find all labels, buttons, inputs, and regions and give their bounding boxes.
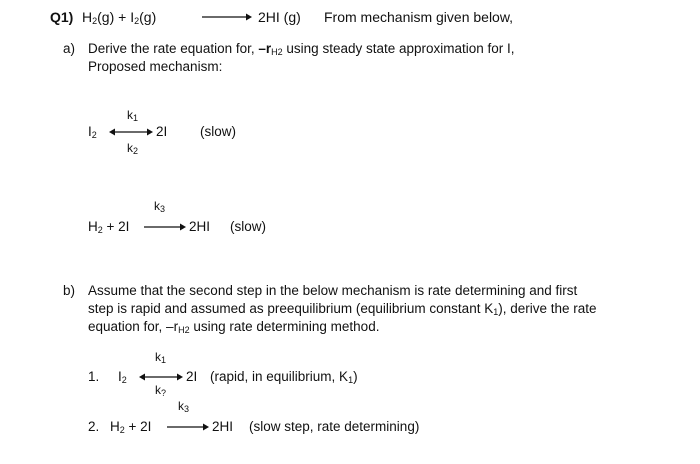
b-step2-arrow-icon (167, 422, 209, 432)
reactant-h-state: (g) + I (97, 9, 135, 25)
part-b-line3: equation for, $-r_{H2}$ using rate determining method. (88, 319, 380, 335)
part-a-line1 (88, 41, 515, 57)
b-step2-number: 2. (88, 419, 100, 434)
overall-reaction-product: 2HI (g) (258, 9, 301, 25)
part-a-line1-pre: Derive the rate equation for, (88, 41, 255, 56)
a-step1-product: 2I (156, 124, 168, 139)
part-a-rate-sub: H2 (271, 47, 283, 57)
question-label: Q1) (50, 9, 74, 25)
a-step2-reactants: $H_2 + 2I$ (88, 219, 130, 235)
b-step2-k: k3 (178, 399, 190, 414)
part-a-rate-symbol: –r (258, 41, 272, 56)
part-a-line1-post: using steady state approximation for I, (286, 41, 515, 56)
b-step1-note: (rapid, in equilibrium, $K_1$) (210, 369, 358, 385)
b-step1-k-forward: k1 (155, 350, 167, 365)
overall-reaction-suffix: From mechanism given below, (324, 9, 514, 25)
b-step1-reactant: $I_2$ (118, 369, 127, 385)
part-b-line1: Assume that the second step in the below mechanism is rate determining and first (88, 283, 578, 298)
a-step1-reactant: $I_2$ (88, 124, 97, 140)
a-step2-note: (slow) (230, 219, 266, 234)
reactant-i-state: (g) (139, 9, 157, 25)
overall-reaction-arrow-icon (202, 12, 252, 22)
b-step2-product: 2HI (212, 419, 234, 434)
reactant-i-sub: 2 (134, 16, 140, 26)
reactant-h-sub: 2 (92, 16, 98, 26)
a-step1-note: (slow) (200, 124, 236, 139)
a-step1-double-arrow-icon (109, 127, 153, 137)
a-step2-arrow-icon (144, 222, 186, 232)
part-a-label: a) (63, 41, 76, 56)
part-b-label: b) (63, 283, 76, 298)
a-step1-k-forward: k1 (127, 108, 139, 123)
b-step1-product: 2I (186, 369, 198, 384)
b-step1-double-arrow-icon (139, 372, 183, 382)
a-step2-k: k3 (154, 199, 166, 214)
b-step2-note: (slow step, rate determining) (249, 419, 420, 434)
part-a-line2: Proposed mechanism: (88, 59, 223, 74)
b-step2-reactants: $H_2 + 2I$ (110, 419, 152, 435)
part-b-line2: step is rapid and assumed as preequilibrium (equilibrium constant $K_1$), derive the rate (88, 301, 597, 317)
a-step1-k-reverse: k2 (127, 141, 139, 156)
reactant-h: H (82, 9, 93, 25)
a-step2-product: 2HI (189, 219, 211, 234)
overall-reaction-reactants (82, 9, 156, 26)
b-step1-number: 1. (88, 369, 100, 384)
b-step1-k-reverse: k? (155, 383, 167, 398)
